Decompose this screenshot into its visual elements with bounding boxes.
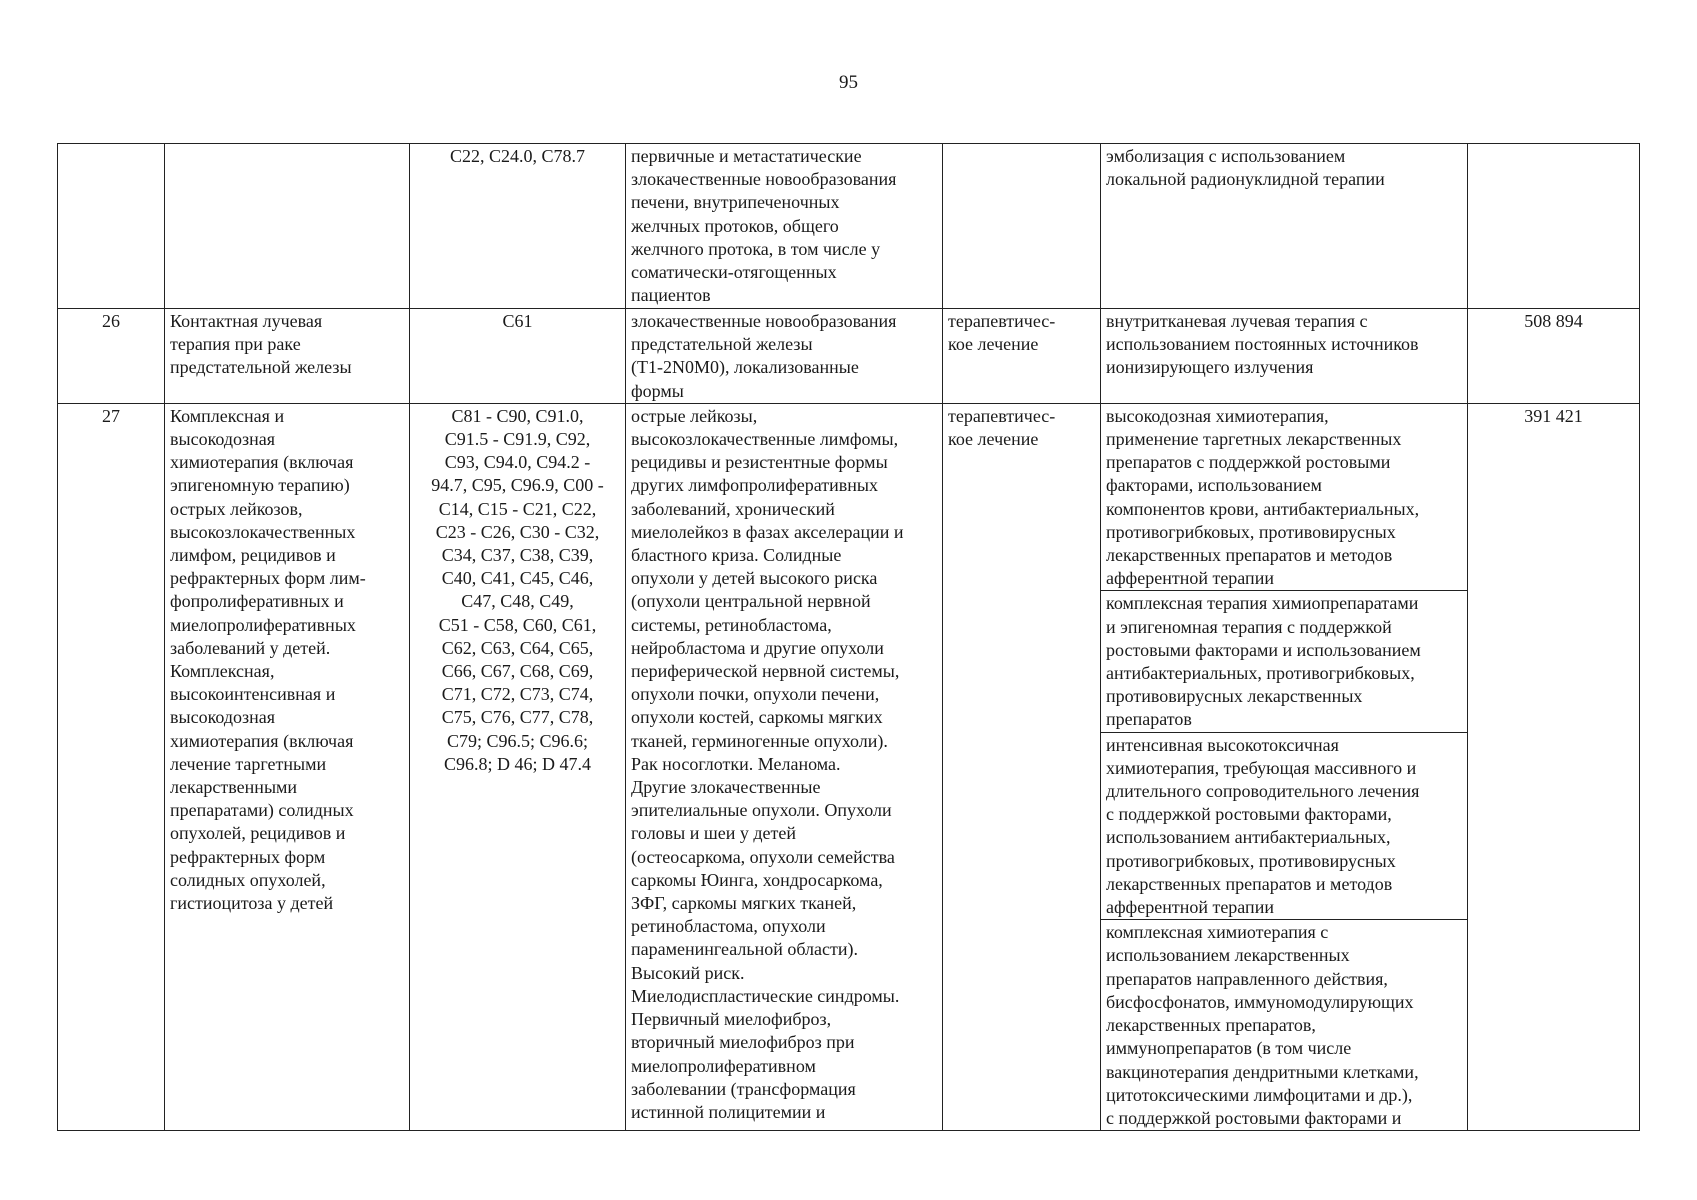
method-block (1101, 919, 1467, 1130)
method-line: лекарственных препаратов и методов (1106, 873, 1393, 894)
method-line: интенсивная высокотоксичная (1106, 734, 1339, 755)
method-line: и эпигеномная терапия с поддержкой (1106, 616, 1392, 637)
treatment-type-line: терапевтичес- (948, 311, 1056, 331)
method-line: лекарственных препаратов и методов (1106, 545, 1393, 566)
row-number-cell: 26 (58, 309, 165, 404)
treatment-type-cell (943, 309, 1101, 404)
icd-codes-line: C71, C72, C73, C74, (441, 684, 594, 705)
care-type-line: препаратами) солидных (170, 800, 354, 821)
care-type-line: гистиоцитоза у детей (170, 893, 334, 914)
care-type-line: солидных опухолей, (170, 869, 326, 890)
care-type-line: высокозлокачественных (170, 521, 356, 542)
method-line: ионизирующего излучения (1106, 357, 1314, 378)
treatment-method-cell (1101, 144, 1468, 309)
care-type-line: лекарственными (170, 777, 298, 798)
model-line: (T1-2N0M0), локализованные (631, 357, 859, 378)
care-type-line: Комплексная и (170, 405, 285, 426)
method-block (1101, 732, 1467, 920)
model-line: опухоли костей, саркомы мягких (631, 707, 883, 728)
care-type-line: высокоинтенсивная и (170, 684, 336, 705)
method-line: использованием лекарственных (1106, 945, 1350, 966)
model-line: головы и шеи у детей (631, 823, 797, 844)
method-line: цитотоксическими лимфоцитами и др.), (1106, 1084, 1413, 1105)
model-line: бластного криза. Солидные (631, 545, 842, 566)
model-line: опухоли почки, опухоли печени, (631, 684, 880, 705)
model-line: ретинобластома, опухоли (631, 916, 826, 937)
model-line: пациентов (631, 285, 711, 306)
method-block (1101, 404, 1467, 591)
model-line: желчных протоков, общего (631, 215, 839, 236)
method-line: противогрибковых, противовирусных (1106, 521, 1396, 542)
model-line: первичные и метастатические (631, 146, 862, 166)
model-line: саркомы Юинга, хондросаркома, (631, 869, 883, 890)
model-line: высокозлокачественные лимфомы, (631, 429, 899, 450)
method-line: афферентной терапии (1106, 568, 1274, 589)
icd-codes-line: C66, C67, C68, C69, (441, 661, 594, 682)
row-number-cell: 27 (58, 403, 165, 1130)
icd-codes-line: C79; C96.5; C96.6; (446, 730, 589, 751)
page-number: 95 (839, 72, 858, 93)
care-type-line: высокодозная (170, 429, 276, 450)
cost-cell: 391 421 (1468, 403, 1640, 1130)
method-line: антибактериальных, противогрибковых, (1106, 663, 1415, 684)
icd-codes-line: 94.7, C95, C96.9, C00 - (431, 475, 604, 496)
model-line: рецидивы и резистентные формы (631, 452, 888, 473)
method-line: бисфосфонатов, иммуномодулирующих (1106, 991, 1414, 1012)
model-line: истинной полицитемии и (631, 1101, 826, 1122)
care-type-line: заболеваний у детей. (170, 637, 331, 658)
method-block (1101, 590, 1467, 731)
method-line: противовирусных лекарственных (1106, 686, 1363, 707)
icd-codes-line: C51 - C58, C60, C61, (438, 614, 597, 635)
method-line: препаратов направленного действия, (1106, 968, 1388, 989)
treatment-type-cell (943, 144, 1101, 309)
icd-codes-line: C62, C63, C64, C65, (441, 637, 594, 658)
care-type-line: фопролиферативных и (170, 591, 344, 612)
treatment-type-line: терапевтичес- (948, 405, 1056, 426)
treatment-type-cell (943, 403, 1101, 1130)
icd-codes-line: C61 (502, 311, 533, 331)
row-number-cell (58, 144, 165, 309)
model-line: (остеосаркома, опухоли семейства (631, 846, 895, 867)
patient-model-cell (626, 403, 943, 1130)
care-type-line: предстательной железы (170, 357, 352, 378)
model-line: вторичный миелофиброз при (631, 1032, 855, 1053)
care-type-line: рефрактерных форм (170, 846, 326, 867)
model-line: Другие злокачественные (631, 777, 821, 798)
method-line: афферентной терапии (1106, 897, 1274, 918)
method-line: применение таргетных лекарственных (1106, 429, 1402, 450)
patient-model-cell (626, 309, 943, 404)
model-line: других лимфопролиферативных (631, 475, 879, 496)
model-line: Рак носоглотки. Меланома. (631, 753, 841, 774)
model-line: заболевании (трансформация (631, 1078, 856, 1099)
care-type-line: высокодозная (170, 707, 276, 728)
model-line: Первичный миелофиброз, (631, 1009, 832, 1030)
icd-codes-line: C40, C41, C45, C46, (441, 568, 594, 589)
treatment-method-cell (1101, 403, 1468, 1130)
care-type-cell (165, 144, 410, 309)
care-type-line: Контактная лучевая (170, 311, 323, 331)
method-line: с поддержкой ростовыми факторами, (1106, 804, 1392, 825)
care-type-line: миелопролиферативных (170, 614, 356, 635)
icd-codes-cell (410, 144, 626, 309)
model-line: формы (631, 380, 684, 401)
method-line: локальной радионуклидной терапии (1106, 169, 1385, 190)
table-row (58, 309, 1640, 404)
medical-care-table (57, 143, 1640, 1131)
care-type-line: химиотерапия (включая (170, 452, 354, 473)
model-line: миелопролиферативном (631, 1055, 816, 1076)
model-line: желчного протока, в том числе у (631, 238, 881, 259)
care-type-line: опухолей, рецидивов и (170, 823, 346, 844)
cost-cell: 508 894 (1468, 309, 1640, 404)
care-type-line: химиотерапия (включая (170, 730, 354, 751)
method-line: ростовыми факторами и использованием (1106, 639, 1421, 660)
model-line: печени, внутрипеченочных (631, 192, 840, 213)
model-line: злокачественные новообразования (631, 311, 897, 331)
method-line: длительного сопроводительного лечения (1106, 781, 1420, 802)
model-line: миелолейкоз в фазах акселерации и (631, 521, 904, 542)
method-line: препаратов с поддержкой ростовыми (1106, 452, 1391, 473)
icd-codes-line: C22, C24.0, C78.7 (449, 146, 586, 166)
model-line: ЗФГ, саркомы мягких тканей, (631, 893, 857, 914)
model-line: предстательной железы (631, 334, 813, 355)
model-line: Высокий риск. (631, 962, 745, 983)
care-type-line: лечение таргетными (170, 753, 327, 774)
method-line: высокодозная химиотерапия, (1106, 405, 1329, 426)
method-line: использованием антибактериальных, (1106, 827, 1391, 848)
care-type-line: лимфом, рецидивов и (170, 545, 336, 566)
model-line: Миелодиспластические синдромы. (631, 985, 900, 1006)
icd-codes-line: C14, C15 - C21, C22, (438, 498, 597, 519)
care-type-line: острых лейкозов, (170, 498, 303, 519)
model-line: системы, ретинобластома, (631, 614, 832, 635)
model-line: тканей, герминогенные опухоли). (631, 730, 888, 751)
treatment-method-cell (1101, 309, 1468, 404)
model-line: нейробластома и другие опухоли (631, 637, 884, 658)
icd-codes-line: C23 - C26, C30 - C32, (435, 521, 600, 542)
icd-codes-line: C34, C37, C38, C39, (441, 545, 594, 566)
method-line: использованием постоянных источников (1106, 334, 1419, 355)
model-line: соматически-отягощенных (631, 262, 837, 283)
method-list (1101, 404, 1467, 1130)
method-line: лекарственных препаратов, (1106, 1015, 1316, 1036)
model-line: опухоли у детей высокого риска (631, 568, 878, 589)
care-type-line: терапия при раке (170, 334, 301, 355)
icd-codes-line: C75, C76, C77, C78, (441, 707, 594, 728)
patient-model-cell (626, 144, 943, 309)
icd-codes-line: C93, C94.0, C94.2 - (444, 452, 591, 473)
model-line: параменингеальной области). (631, 939, 859, 960)
cost-cell (1468, 144, 1640, 309)
icd-codes-line: C96.8; D 46; D 47.4 (443, 753, 591, 774)
table-row (58, 144, 1640, 309)
method-line: препаратов (1106, 709, 1192, 730)
care-type-line: рефрактерных форм лим- (170, 568, 366, 589)
icd-codes-line: C91.5 - C91.9, C92, (444, 429, 591, 450)
care-type-line: Комплексная, (170, 661, 275, 682)
care-type-cell (165, 309, 410, 404)
model-line: острые лейкозы, (631, 405, 758, 426)
model-line: эпителиальные опухоли. Опухоли (631, 800, 892, 821)
method-line: компонентов крови, антибактериальных, (1106, 498, 1420, 519)
icd-codes-cell (410, 309, 626, 404)
icd-codes-line: C81 - C90, C91.0, (451, 405, 584, 426)
care-type-line: эпигеномную терапию) (170, 475, 350, 496)
method-line: химиотерапия, требующая массивного и (1106, 757, 1417, 778)
method-line: иммунопрепаратов (в том числе (1106, 1038, 1352, 1059)
method-line: эмболизация с использованием (1106, 146, 1346, 166)
model-line: периферической нервной системы, (631, 661, 900, 682)
treatment-type-line: кое лечение (948, 429, 1039, 450)
icd-codes-line: C47, C48, C49, (461, 591, 574, 612)
method-line: комплексная терапия химиопрепаратами (1106, 593, 1419, 614)
treatment-type-line: кое лечение (948, 334, 1039, 355)
method-line: факторами, использованием (1106, 475, 1322, 496)
model-line: злокачественные новообразования (631, 169, 897, 190)
model-line: (опухоли центральной нервной (631, 591, 871, 612)
method-line: вакцинотерапия дендритными клетками, (1106, 1061, 1419, 1082)
method-line: противогрибковых, противовирусных (1106, 850, 1396, 871)
care-type-cell (165, 403, 410, 1130)
icd-codes-cell (410, 403, 626, 1130)
method-line: с поддержкой ростовыми факторами и (1106, 1107, 1402, 1128)
model-line: заболеваний, хронический (631, 498, 835, 519)
method-line: внутритканевая лучевая терапия с (1106, 311, 1368, 331)
table-row (58, 403, 1640, 1130)
method-line: комплексная химиотерапия с (1106, 922, 1329, 943)
